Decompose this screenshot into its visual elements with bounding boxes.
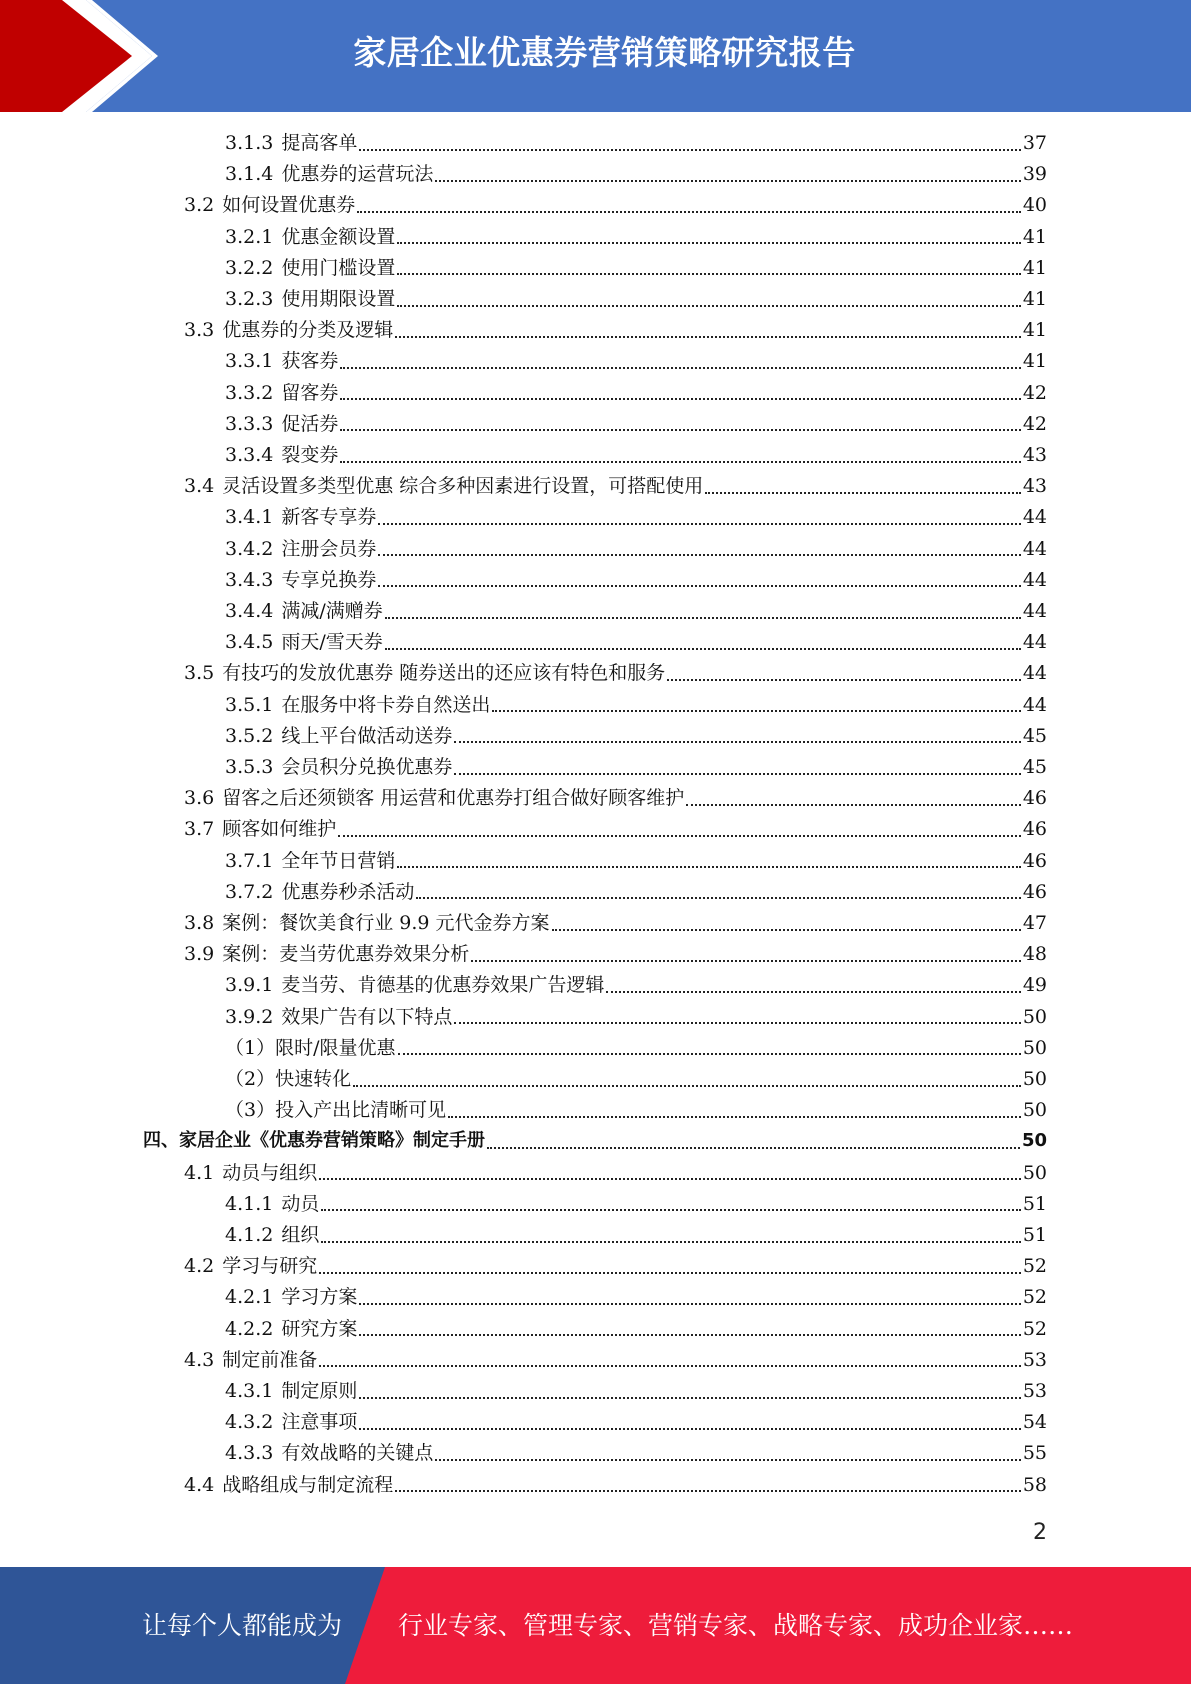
toc-dot-leader — [487, 1147, 1020, 1149]
toc-entry[interactable] — [225, 1314, 1047, 1345]
toc-entry-title: 如何设置优惠券 — [222, 194, 356, 217]
toc-dot-leader — [321, 1241, 1020, 1243]
toc-entry[interactable] — [225, 346, 1047, 377]
toc-dot-leader — [340, 398, 1020, 400]
toc-entry-page: 50 — [1021, 1130, 1047, 1152]
toc-entry-number: 3.3.4 — [225, 444, 274, 466]
toc-entry[interactable] — [225, 409, 1047, 440]
toc-entry-page: 46 — [1022, 787, 1047, 810]
toc-dot-leader — [686, 804, 1021, 806]
toc-entry-number: 3.1.3 — [225, 132, 274, 154]
toc-entry[interactable] — [143, 1126, 1047, 1157]
toc-entry[interactable] — [225, 1095, 1047, 1126]
toc-entry-page: 44 — [1022, 600, 1047, 622]
toc-entry-page: 53 — [1022, 1380, 1047, 1402]
toc-entry-number: 4.2 — [184, 1255, 215, 1278]
toc-entry-page: 44 — [1022, 631, 1047, 654]
toc-entry-page: 41 — [1022, 288, 1047, 310]
toc-entry-title: 组织 — [281, 1224, 320, 1246]
toc-entry-title: 满减/满赠券 — [281, 600, 383, 622]
toc-entry-title: 麦当劳、肯德基的优惠券效果广告逻辑 — [281, 974, 605, 997]
toc-entry-title: 案例：餐饮美食行业 9.9 元代金券方案 — [222, 912, 550, 934]
toc-entry-number: 3.3 — [184, 319, 215, 342]
toc-entry-title: 全年节日营销 — [281, 849, 396, 872]
toc-entry-number: 4.2.1 — [225, 1286, 274, 1309]
toc-entry-title: （3）投入产出比清晰可见 — [225, 1099, 447, 1122]
toc-entry-page: 43 — [1022, 475, 1047, 498]
page-number: 2 — [1033, 1520, 1047, 1545]
toc-entry-number: 3.5.3 — [225, 756, 274, 778]
toc-entry-page: 42 — [1022, 412, 1047, 435]
toc-entry[interactable] — [184, 939, 1047, 970]
toc-entry-page: 44 — [1022, 662, 1047, 685]
toc-dot-leader — [397, 273, 1020, 275]
toc-dot-leader — [667, 679, 1021, 681]
toc-entry-title: 新客专享券 — [281, 506, 377, 529]
toc-dot-leader — [448, 1116, 1021, 1118]
toc-dot-leader — [385, 648, 1021, 650]
toc-entry-number: 4.4 — [184, 1473, 215, 1496]
toc-entry-title: 提高客单 — [281, 132, 358, 154]
toc-entry-number: 4.3.2 — [225, 1411, 274, 1434]
toc-entry-page: 50 — [1022, 1068, 1047, 1090]
toc-dot-leader — [606, 991, 1020, 993]
toc-entry-page: 44 — [1022, 693, 1047, 716]
toc-entry-title: （1）限时/限量优惠 — [225, 1036, 396, 1059]
toc-entry-title: 动员 — [281, 1192, 320, 1215]
toc-entry[interactable] — [184, 1345, 1047, 1376]
toc-entry[interactable] — [225, 596, 1047, 627]
toc-entry-title: 雨天/雪天券 — [281, 631, 383, 654]
toc-entry-page: 40 — [1022, 194, 1047, 217]
toc-entry-title: 使用期限设置 — [281, 288, 396, 310]
toc-dot-leader — [454, 741, 1020, 743]
toc-dot-leader — [319, 1365, 1021, 1367]
toc-entry-page: 45 — [1022, 724, 1047, 747]
footer-slogan-left: 让每个人都能成为 — [142, 1611, 343, 1640]
toc-entry-title: 效果广告有以下特点 — [281, 1005, 453, 1028]
toc-entry[interactable] — [225, 690, 1047, 721]
toc-entry[interactable] — [225, 627, 1047, 658]
toc-entry-title: 有效战略的关键点 — [281, 1442, 434, 1465]
toc-entry-title: 制定原则 — [281, 1380, 358, 1402]
toc-entry[interactable] — [225, 253, 1047, 284]
toc-entry[interactable] — [225, 1189, 1047, 1220]
toc-entry-number: 3.4 — [184, 475, 215, 498]
toc-entry-page: 44 — [1022, 506, 1047, 529]
toc-entry-page: 50 — [1022, 1005, 1047, 1028]
toc-dot-leader — [357, 211, 1021, 213]
toc-entry[interactable] — [225, 1282, 1047, 1313]
toc-entry-number: 3.4.2 — [225, 537, 274, 560]
toc-entry-number: 3.9.1 — [225, 974, 274, 997]
toc-entry[interactable] — [184, 1158, 1047, 1189]
toc-dot-leader — [359, 1428, 1020, 1430]
toc-entry-number: 4.1.2 — [225, 1224, 274, 1246]
toc-entry[interactable] — [225, 440, 1047, 471]
toc-entry-number: 3.5.2 — [225, 724, 274, 747]
toc-dot-leader — [471, 960, 1021, 962]
toc-entry-number: 3.7.2 — [225, 880, 274, 903]
toc-entry-title: 会员积分兑换优惠券 — [281, 756, 453, 778]
toc-entry-page: 53 — [1022, 1348, 1047, 1371]
toc-entry-title: 促活券 — [281, 412, 339, 435]
toc-entry-number: 3.3.2 — [225, 381, 274, 404]
toc-dot-leader — [359, 1303, 1020, 1305]
toc-entry[interactable] — [225, 970, 1047, 1001]
toc-dot-leader — [552, 929, 1021, 931]
toc-entry-title: 注册会员券 — [281, 537, 377, 560]
toc-entry-number: 4.3.3 — [225, 1442, 274, 1465]
toc-entry-title: （2）快速转化 — [225, 1068, 352, 1090]
toc-entry-page: 49 — [1022, 974, 1047, 997]
toc-dot-leader — [340, 429, 1020, 431]
toc-entry-number: 3.3.1 — [225, 350, 274, 373]
toc-entry[interactable] — [225, 721, 1047, 752]
toc-dot-leader — [319, 1272, 1021, 1274]
toc-entry-page: 52 — [1022, 1317, 1047, 1340]
toc-entry-page: 41 — [1022, 350, 1047, 373]
toc-entry-number: 3.4.4 — [225, 600, 274, 622]
toc-entry[interactable] — [225, 877, 1047, 908]
toc-entry-number: 3.7.1 — [225, 849, 274, 872]
toc-entry-number: 3.7 — [184, 818, 215, 841]
toc-entry[interactable] — [225, 128, 1047, 159]
toc-entry-title: 顾客如何维护 — [222, 818, 337, 841]
toc-entry[interactable] — [184, 814, 1047, 845]
toc-entry-page: 55 — [1022, 1442, 1047, 1465]
toc-dot-leader — [378, 523, 1020, 525]
toc-entry[interactable] — [184, 190, 1047, 221]
toc-entry[interactable] — [225, 222, 1047, 253]
toc-entry[interactable] — [225, 1407, 1047, 1438]
toc-entry[interactable] — [225, 534, 1047, 565]
toc-entry[interactable] — [184, 471, 1047, 502]
toc-dot-leader — [353, 1085, 1021, 1087]
toc-entry[interactable] — [225, 846, 1047, 877]
toc-entry-page: 43 — [1022, 444, 1047, 466]
toc-entry[interactable] — [225, 1033, 1047, 1064]
toc-entry[interactable] — [184, 315, 1047, 346]
toc-entry-title: 优惠券的运营玩法 — [281, 163, 434, 186]
toc-dot-leader — [385, 617, 1021, 619]
toc-entry[interactable] — [184, 1470, 1047, 1501]
toc-dot-leader — [321, 1209, 1020, 1211]
toc-entry-number: 3.9.2 — [225, 1005, 274, 1028]
toc-entry-title: 案例：麦当劳优惠券效果分析 — [222, 943, 470, 966]
page-footer — [0, 1567, 1191, 1684]
toc-entry-title: 制定前准备 — [222, 1348, 318, 1371]
toc-entry-number: 3.2.1 — [225, 225, 274, 248]
toc-entry-page: 41 — [1022, 225, 1047, 248]
toc-entry-page: 51 — [1022, 1224, 1047, 1246]
toc-entry-page: 58 — [1022, 1473, 1047, 1496]
toc-entry-page: 52 — [1022, 1255, 1047, 1278]
toc-entry-number: 3.8 — [184, 912, 215, 934]
toc-entry-page: 44 — [1022, 537, 1047, 560]
page-header — [0, 0, 1191, 112]
footer-slogan-right: 行业专家、管理专家、营销专家、战略专家、成功企业家…… — [398, 1611, 1074, 1640]
toc-entry-page: 50 — [1022, 1099, 1047, 1122]
toc-dot-leader — [416, 897, 1020, 899]
toc-entry-title: 研究方案 — [281, 1317, 358, 1340]
toc-entry-title: 裂变券 — [281, 444, 339, 466]
toc-entry[interactable] — [184, 658, 1047, 689]
toc-entry-page: 48 — [1022, 943, 1047, 966]
toc-dot-leader — [397, 242, 1020, 244]
toc-dot-leader — [338, 835, 1021, 837]
toc-entry[interactable] — [225, 1064, 1047, 1095]
toc-entry[interactable] — [225, 565, 1047, 596]
toc-entry-title: 获客券 — [281, 350, 339, 373]
toc-entry-page: 39 — [1022, 163, 1047, 186]
toc-dot-leader — [378, 554, 1020, 556]
toc-entry-title: 专享兑换券 — [281, 568, 377, 591]
toc-entry-title: 在服务中将卡券自然送出 — [281, 693, 491, 716]
toc-entry-number: 4.3.1 — [225, 1380, 274, 1402]
toc-dot-leader — [378, 585, 1020, 587]
toc-entry[interactable] — [225, 1002, 1047, 1033]
document-title: 家居企业优惠券营销策略研究报告 — [353, 33, 856, 72]
toc-dot-leader — [492, 710, 1020, 712]
toc-entry[interactable] — [225, 1438, 1047, 1469]
toc-entry-number: 3.1.4 — [225, 163, 274, 186]
toc-entry-page: 41 — [1022, 319, 1047, 342]
toc-entry-page: 51 — [1022, 1192, 1047, 1215]
toc-entry-number: 3.9 — [184, 943, 215, 966]
toc-entry-page: 50 — [1022, 1161, 1047, 1184]
toc-dot-leader — [398, 1053, 1021, 1055]
toc-entry-title: 四、家居企业《优惠券营销策略》制定手册 — [143, 1130, 485, 1152]
toc-entry-page: 52 — [1022, 1286, 1047, 1309]
toc-entry-number: 3.4.5 — [225, 631, 274, 654]
toc-entry-page: 37 — [1022, 132, 1047, 154]
toc-dot-leader — [359, 149, 1020, 151]
toc-entry-number: 4.2.2 — [225, 1317, 274, 1340]
toc-dot-leader — [397, 866, 1020, 868]
toc-entry-title: 学习方案 — [281, 1286, 358, 1309]
toc-entry-number: 3.3.3 — [225, 412, 274, 435]
toc-entry-page: 44 — [1022, 568, 1047, 591]
toc-entry-title: 使用门槛设置 — [281, 256, 396, 279]
toc-entry[interactable] — [225, 1376, 1047, 1407]
toc-entry-number: 3.5.1 — [225, 693, 274, 716]
toc-entry-page: 54 — [1022, 1411, 1047, 1434]
toc-entry-number: 4.3 — [184, 1348, 215, 1371]
toc-entry-number: 3.2.2 — [225, 256, 274, 279]
toc-entry-page: 47 — [1022, 912, 1047, 934]
toc-entry-title: 优惠券秒杀活动 — [281, 880, 415, 903]
toc-entry-title: 优惠券的分类及逻辑 — [222, 319, 394, 342]
toc-dot-leader — [705, 492, 1021, 494]
toc-dot-leader — [454, 1022, 1020, 1024]
toc-dot-leader — [340, 367, 1020, 369]
toc-entry-page: 46 — [1022, 849, 1047, 872]
toc-entry-number: 3.5 — [184, 662, 215, 685]
toc-entry[interactable] — [225, 378, 1047, 409]
toc-entry-page: 42 — [1022, 381, 1047, 404]
toc-entry-title: 动员与组织 — [222, 1161, 318, 1184]
toc-entry-number: 4.1 — [184, 1161, 215, 1184]
toc-entry-title: 学习与研究 — [222, 1255, 318, 1278]
toc-entry[interactable] — [225, 502, 1047, 533]
toc-entry-number: 3.4.1 — [225, 506, 274, 529]
toc-entry-title: 优惠金额设置 — [281, 225, 396, 248]
toc-entry-page: 50 — [1022, 1036, 1047, 1059]
toc-entry[interactable] — [225, 1220, 1047, 1251]
toc-entry-number: 3.2 — [184, 194, 215, 217]
toc-entry-number: 3.4.3 — [225, 568, 274, 591]
toc-dot-leader — [359, 1397, 1020, 1399]
toc-entry-title: 留客之后还须锁客 用运营和优惠券打组合做好顾客维护 — [222, 787, 685, 810]
toc-dot-leader — [340, 461, 1020, 463]
toc-entry-number: 3.2.3 — [225, 288, 274, 310]
toc-entry-page: 45 — [1022, 756, 1047, 778]
toc-entry[interactable] — [184, 783, 1047, 814]
toc-entry[interactable] — [184, 908, 1047, 939]
toc-entry-title: 留客券 — [281, 381, 339, 404]
toc-entry-title: 战略组成与制定流程 — [222, 1473, 394, 1496]
toc-dot-leader — [454, 773, 1020, 775]
toc-dot-leader — [435, 180, 1020, 182]
toc-dot-leader — [397, 305, 1020, 307]
toc-entry-title: 灵活设置多类型优惠 综合多种因素进行设置，可搭配使用 — [222, 475, 704, 498]
toc-entry[interactable] — [184, 1251, 1047, 1282]
toc-entry-title: 线上平台做活动送券 — [281, 724, 453, 747]
toc-entry[interactable] — [225, 284, 1047, 315]
toc-dot-leader — [395, 336, 1021, 338]
toc-entry-page: 41 — [1022, 256, 1047, 279]
toc-entry-title: 注意事项 — [281, 1411, 358, 1434]
toc-dot-leader — [359, 1334, 1020, 1336]
toc-entry-number: 4.1.1 — [225, 1192, 274, 1215]
toc-entry[interactable] — [225, 159, 1047, 190]
toc-entry-page: 46 — [1022, 818, 1047, 841]
toc-entry-number: 3.6 — [184, 787, 215, 810]
toc-entry-title: 有技巧的发放优惠券 随券送出的还应该有特色和服务 — [222, 662, 666, 685]
toc-dot-leader — [395, 1490, 1021, 1492]
toc-dot-leader — [319, 1178, 1021, 1180]
toc-entry[interactable] — [225, 752, 1047, 783]
toc-dot-leader — [435, 1459, 1020, 1461]
toc-entry-page: 46 — [1022, 880, 1047, 903]
